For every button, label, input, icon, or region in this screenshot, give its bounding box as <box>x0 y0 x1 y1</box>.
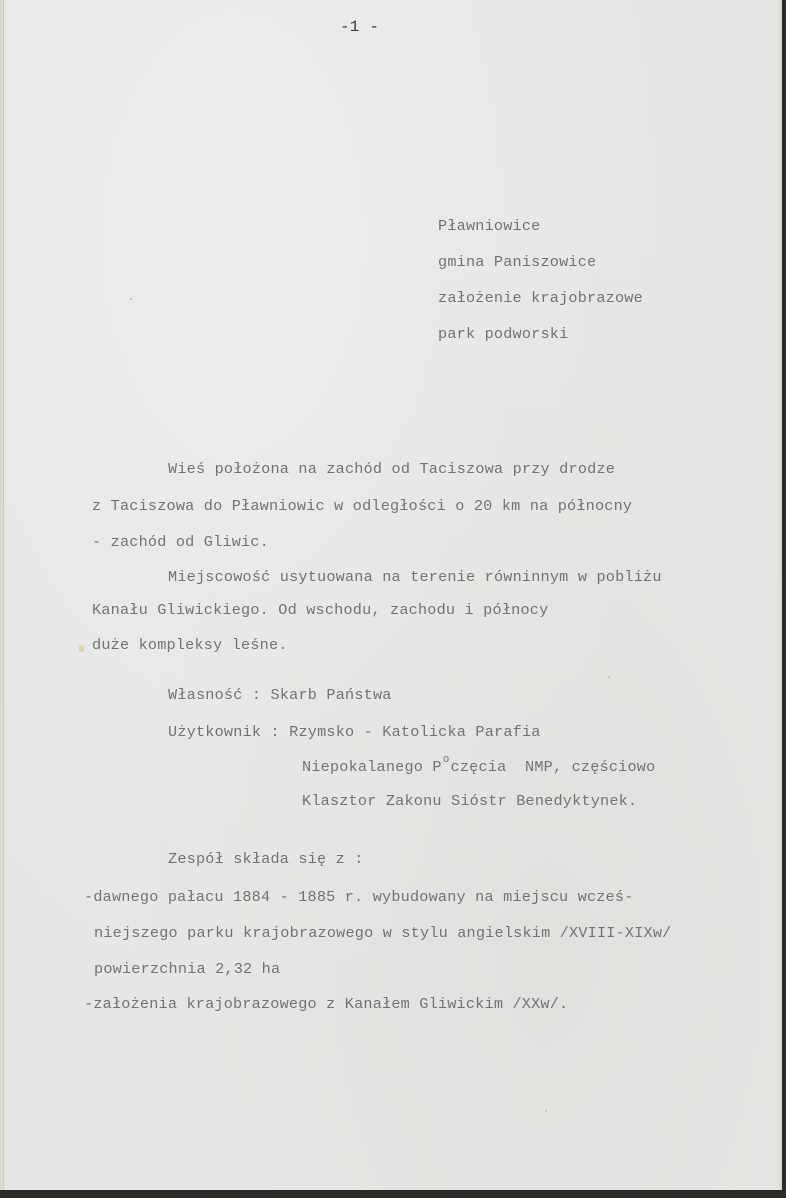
ownership-user-row <box>168 723 541 741</box>
paper-speck <box>130 298 132 300</box>
header-type: założenie krajobrazowe <box>438 289 643 307</box>
user-value-line1: Rzymsko - Katolicka Parafia <box>289 723 541 741</box>
user-value-line2-sup: o <box>442 754 450 766</box>
composition-item2-line1: -założenia krajobrazowego z Kanałem Gliwickim /XXw/. <box>84 995 569 1013</box>
user-label: Użytkownik <box>168 723 262 741</box>
ownership-user-line3: Klasztor Zakonu Sióstr Benedyktynek. <box>302 792 638 810</box>
user-separator: : <box>270 723 280 741</box>
header-category: park podworski <box>438 325 569 343</box>
page-number: -1 - <box>340 18 380 36</box>
ownership-user-line2 <box>302 754 656 778</box>
paper-stain <box>79 645 84 652</box>
header-commune: gmina Paniszowice <box>438 253 597 271</box>
composition-item1-line2: niejszego parku krajobrazowego w stylu angielskim /XVIII-XIXw/ <box>94 924 672 942</box>
composition-item1-line1: -dawnego pałacu 1884 - 1885 r. wybudowany na miejscu wcześ- <box>84 888 634 906</box>
owner-separator: : <box>251 686 262 704</box>
composition-item1-line3: powierzchnia 2,32 ha <box>94 960 281 978</box>
paragraph1-line2: z Taciszowa do Pławniowic w odległości o 20 km na północny <box>92 497 633 515</box>
paragraph1-line1: Wieś położona na zachód od Taciszowa przy drodze <box>168 460 616 478</box>
paragraph2-line3: duże kompleksy leśne. <box>92 636 288 654</box>
paper-speck <box>608 676 610 678</box>
paper-speck <box>545 1110 547 1112</box>
user-value-line2-post: częcia NMP, częściowo <box>450 758 656 776</box>
page-right-edge <box>777 0 782 1190</box>
header-place: Pławniowice <box>438 217 541 235</box>
page-edge-line <box>3 0 4 1190</box>
paragraph1-line3: - zachód od Gliwic. <box>92 533 269 551</box>
composition-intro: Zespół składa się z : <box>168 850 364 868</box>
owner-label: Własność <box>168 686 243 704</box>
ownership-owner-row <box>168 686 392 704</box>
paragraph2-line1: Miejscowość usytuowana na terenie równinnym w pobliżu <box>168 568 662 586</box>
owner-value: Skarb Państwa <box>270 686 392 704</box>
user-value-line2-pre: Niepokalanego P <box>302 758 442 776</box>
paragraph2-line2: Kanału Gliwickiego. Od wschodu, zachodu i północy <box>92 601 549 619</box>
